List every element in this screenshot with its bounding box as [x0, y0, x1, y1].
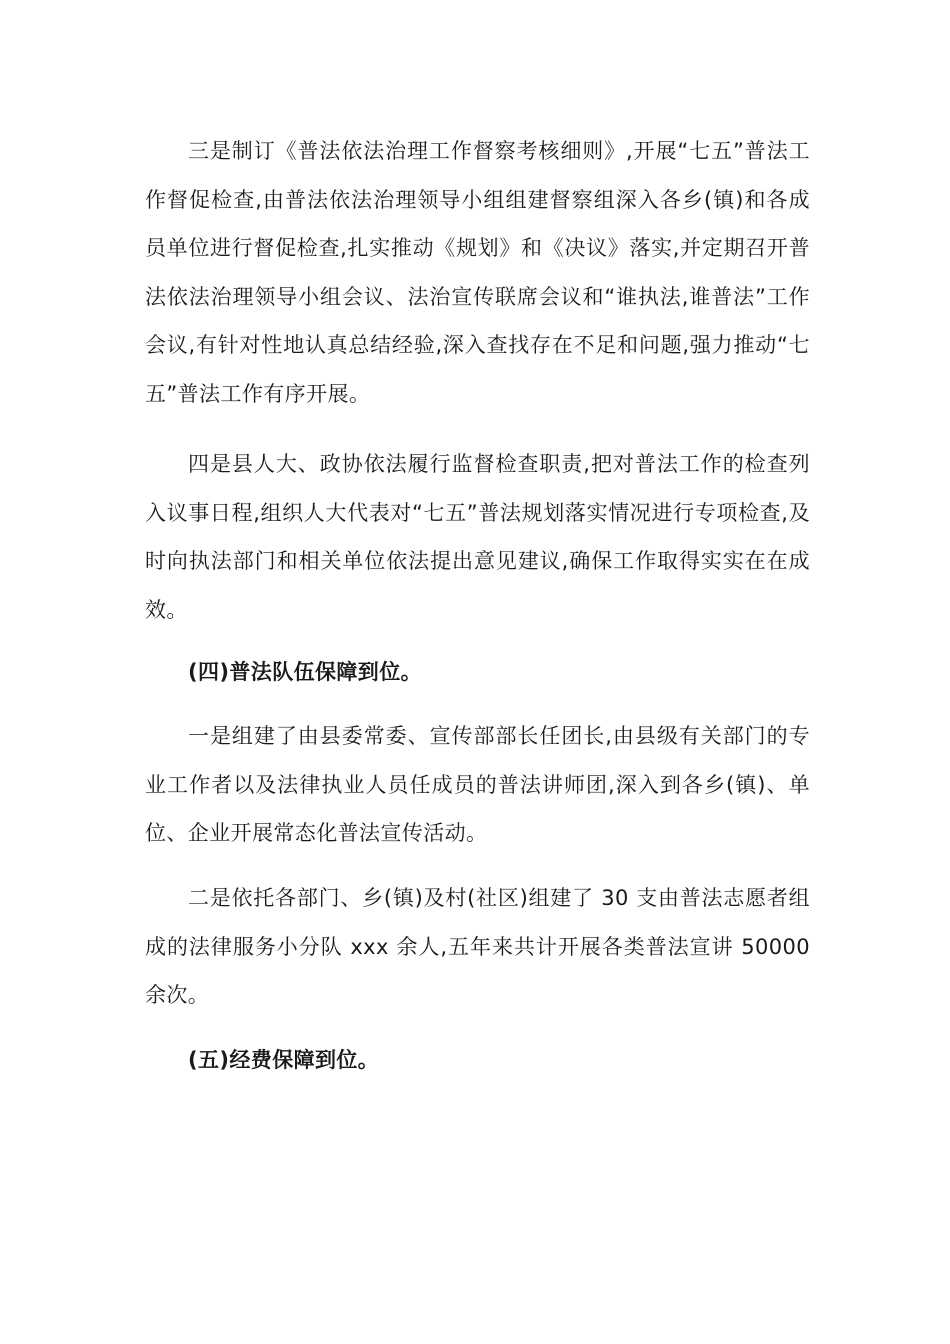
paragraph-volunteer-teams: 二是依托各部门、乡(镇)及村(社区)组建了 30 支由普法志愿者组成的法律服务小分队 xxx 余人,五年来共计开展各类普法宣讲 50000 余次。: [145, 886, 810, 1007]
paragraph-supervision-inspection: 三是制订《普法依法治理工作督察考核细则》,开展“七五”普法工作督促检查,由普法依法治理领导小组组建督察组深入各乡(镇)和各成员单位进行督促检查,扎实推动《规划》和《决议》落实,并定期召开普法依法治理领导小组会议、法治宣传联席会议和“谁执法,谁普法”工作会议,有针对性地认真总结经验,深入查找存在不足和问题,强力推动“七五”普法工作有序开展。: [145, 139, 810, 406]
section-heading-funding-guarantee: (五)经费保障到位。: [188, 1048, 380, 1072]
paragraph-npc-cppcc-supervision: 四是县人大、政协依法履行监督检查职责,把对普法工作的检查列入议事日程,组织人大代表对“七五”普法规划落实情况进行专项检查,及时向执法部门和相关单位依法提出意见建议,确保工作取得实实在在成效。: [145, 452, 810, 622]
paragraph-lecturer-group: 一是组建了由县委常委、宣传部部长任团长,由县级有关部门的专业工作者以及法律执业人员任成员的普法讲师团,深入到各乡(镇)、单位、企业开展常态化普法宣传活动。: [145, 724, 810, 845]
section-heading-team-guarantee: (四)普法队伍保障到位。: [188, 660, 422, 684]
